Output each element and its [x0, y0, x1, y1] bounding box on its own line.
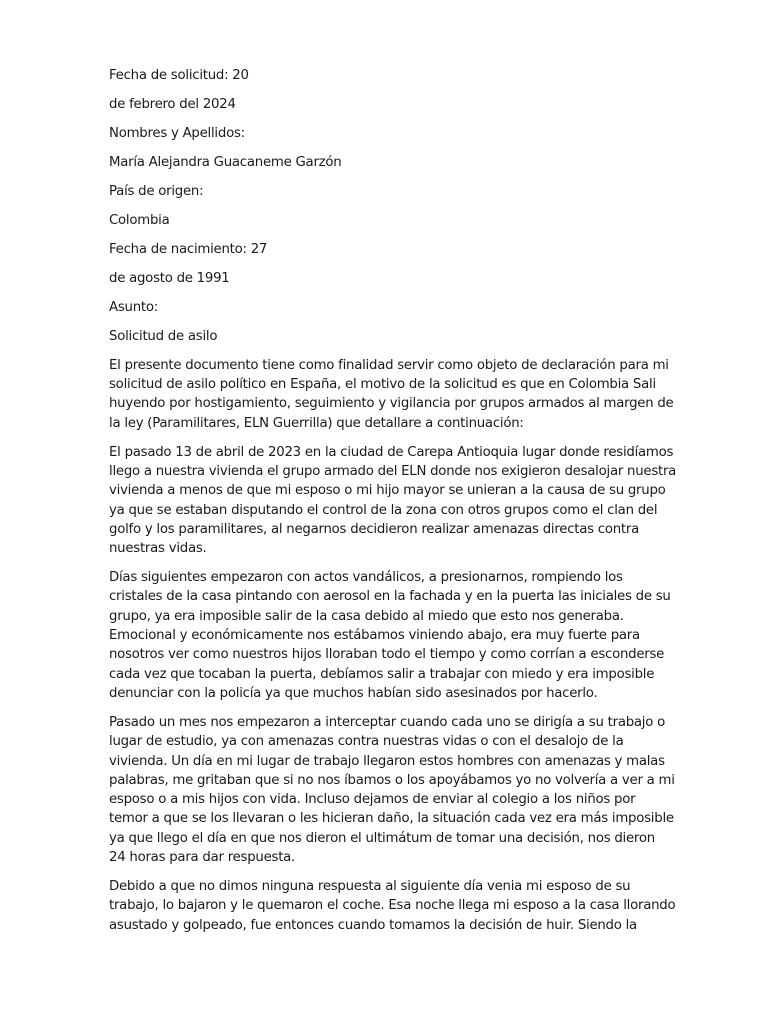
request-date-value: de febrero del 2024 [109, 96, 236, 112]
subject-label: Asunto: [109, 299, 158, 315]
paragraph-line: palabras, me gritaban que si no nos íbamos o los apoyábamos yo no volvería a ver a mi [109, 772, 675, 788]
paragraph-threats [109, 713, 675, 867]
country-of-origin-value: Colombia [109, 212, 170, 228]
paragraph-line: vivienda a menos de que mi esposo o mi hijo mayor se unieran a la causa de su grupo [109, 483, 666, 499]
header-fields [109, 66, 661, 346]
paragraph-line: esposo o a mis hijos con vida. Incluso dejamos de enviar al colegio a los niños por [109, 792, 636, 808]
paragraph-line: llego a nuestra vivienda el grupo armado del ELN donde nos exigieron desalojar nuestra [109, 464, 677, 480]
paragraph-line: Días siguientes empezaron con actos vandálicos, a presionarnos, rompiendo los [109, 570, 623, 586]
paragraph-incident [109, 443, 677, 559]
paragraph-line: Debido a que no dimos ninguna respuesta al siguiente día venia mi esposo de su [109, 879, 631, 895]
paragraph-purpose [109, 356, 674, 433]
paragraph-line: ya que se estaban disputando el control de la zona con otros grupos como el clan del [109, 502, 658, 518]
birth-date-label: Fecha de nacimiento: 27 [109, 241, 268, 257]
paragraph-line: temor a que se los llevaran o les hicieran daño, la situación cada vez era más imposible [109, 811, 674, 827]
paragraph-line: Emocional y económicamente nos estábamos viniendo abajo, era muy fuerte para [109, 628, 640, 644]
paragraph-escape [109, 877, 676, 935]
paragraph-line: huyendo por hostigamiento, seguimiento y vigilancia por grupos armados al margen de [109, 396, 674, 412]
paragraph-vandalism [109, 568, 671, 703]
paragraph-line: denunciar con la policía ya que muchos habían sido asesinados por hacerlo. [109, 685, 598, 701]
full-name-label: Nombres y Apellidos: [109, 125, 245, 141]
paragraph-line: la ley (Paramilitares, ELN Guerrilla) que detallare a continuación: [109, 415, 524, 431]
paragraph-line: cada vez que tocaban la puerta, debíamos salir a trabajar con miedo y era imposible [109, 666, 655, 682]
subject-value: Solicitud de asilo [109, 328, 218, 344]
paragraph-line: El pasado 13 de abril de 2023 en la ciudad de Carepa Antioquia lugar donde residíamos [109, 444, 674, 460]
birth-date-value: de agosto de 1991 [109, 270, 230, 286]
paragraph-line: golfo y los paramilitares, al negarnos decidieron realizar amenazas directas contra [109, 521, 639, 537]
full-name-value: María Alejandra Guacaneme Garzón [109, 154, 342, 170]
paragraph-line: nosotros ver como nuestros hijos lloraban todo el tiempo y como corrían a esconderse [109, 647, 665, 663]
paragraph-line: El presente documento tiene como finalidad servir como objeto de declaración para mi [109, 357, 669, 373]
paragraph-line: cristales de la casa pintando con aerosol en la fachada y en la puerta las iniciales de su [109, 589, 671, 605]
paragraph-line: grupo, ya era imposible salir de la casa debido al miedo que esto nos generaba. [109, 608, 624, 624]
country-of-origin-label: País de origen: [109, 183, 204, 199]
request-date-label: Fecha de solicitud: 20 [109, 68, 249, 83]
paragraph-line: vivienda. Un día en mi lugar de trabajo llegaron estos hombres con amenazas y malas [109, 753, 665, 769]
paragraph-line: ya que llego el día en que nos dieron el ultimátum de tomar una decisión, nos dieron [109, 830, 655, 846]
paragraph-line: trabajo, lo bajaron y le quemaron el coche. Esa noche llega mi esposo a la casa llorando [109, 898, 676, 914]
paragraph-line: 24 horas para dar respuesta. [109, 850, 296, 866]
paragraph-line: lugar de estudio, ya con amenazas contra nuestras vidas o con el desalojo de la [109, 734, 624, 750]
paragraph-line: Pasado un mes nos empezaron a interceptar cuando cada uno se dirigía a su trabajo o [109, 714, 665, 730]
document-page [109, 66, 677, 945]
paragraph-line: nuestras vidas. [109, 541, 207, 557]
paragraph-line: asustado y golpeado, fue entonces cuando tomamos la decisión de huir. Siendo la [109, 917, 637, 933]
paragraph-line: solicitud de asilo político en España, el motivo de la solicitud es que en Colombia Sali [109, 377, 656, 393]
